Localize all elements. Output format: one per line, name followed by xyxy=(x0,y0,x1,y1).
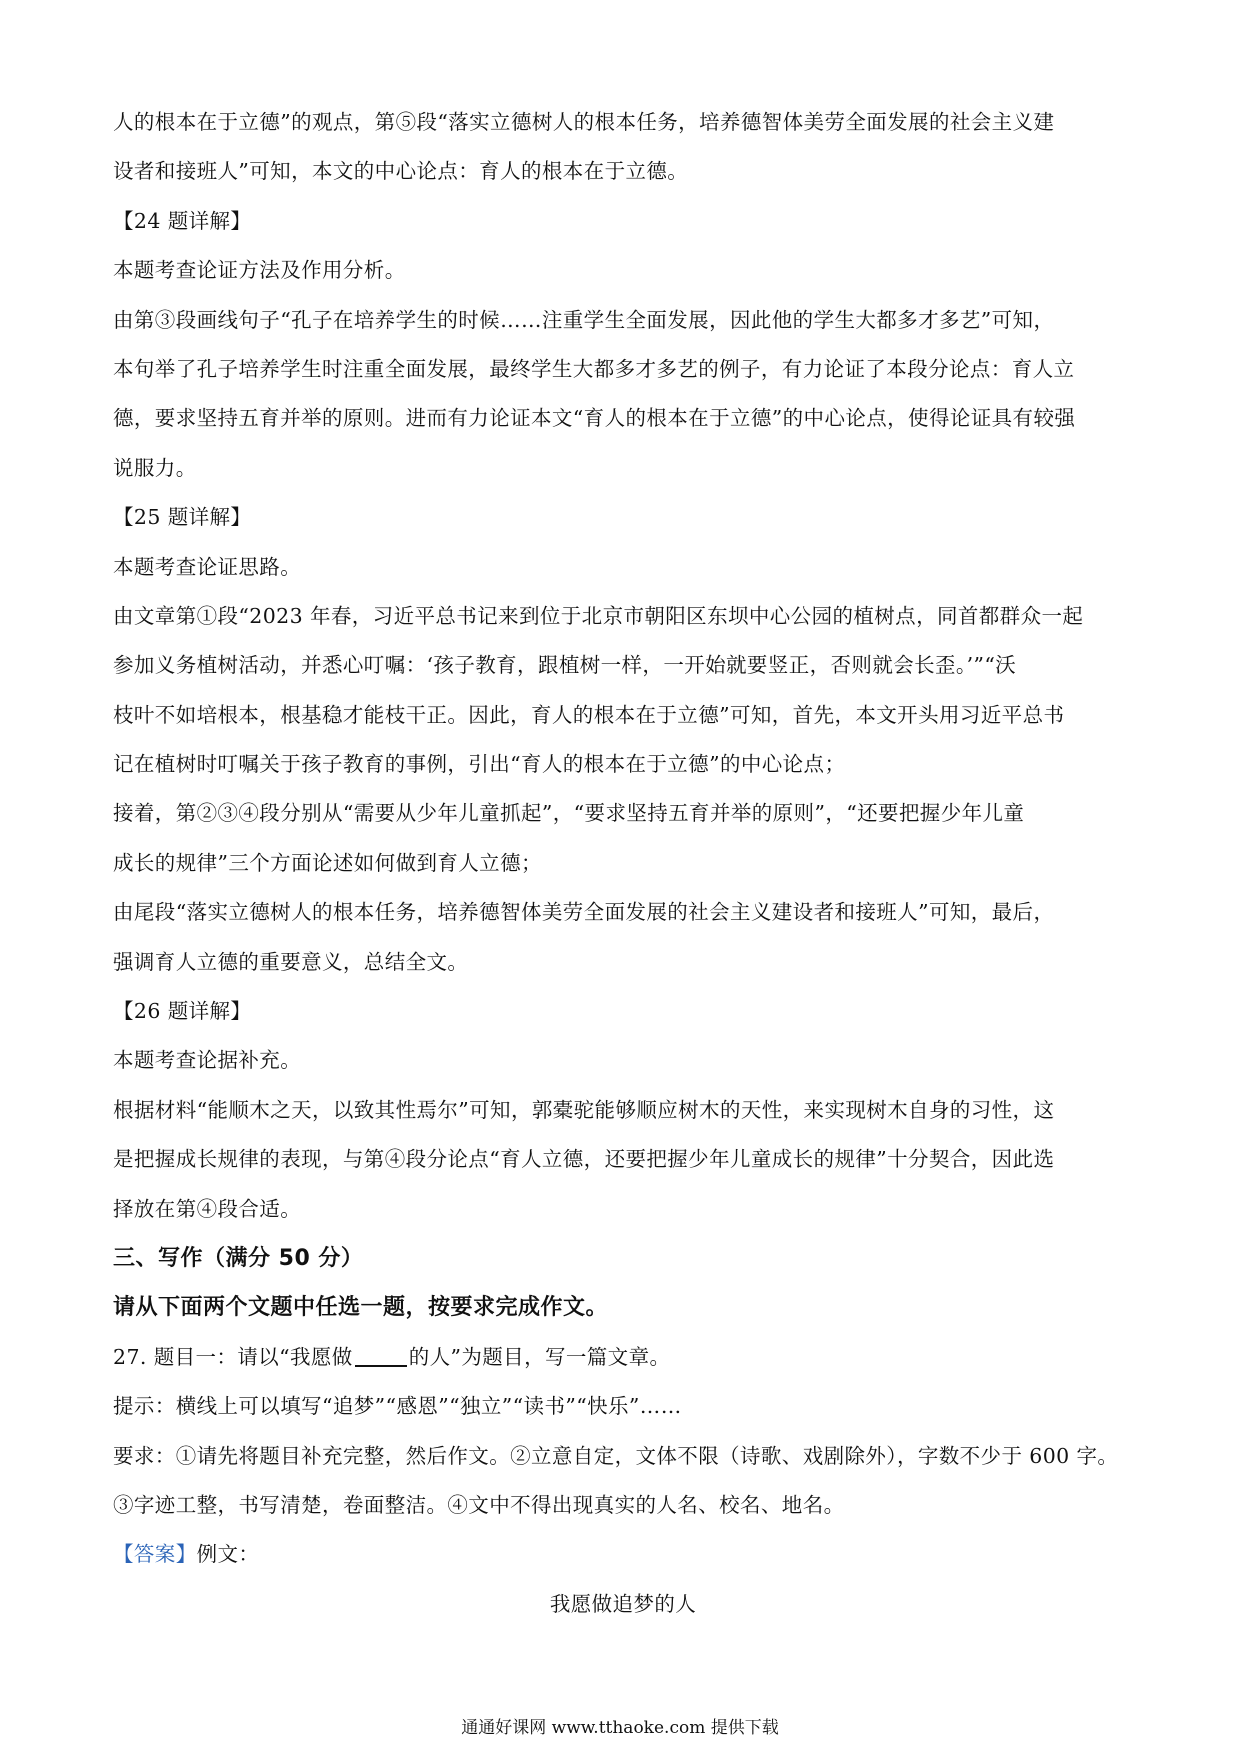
answer-line xyxy=(113,1530,1133,1579)
paragraph-line: 参加义务植树活动，并悉心叮嘱：‘孩子教育，跟植树一样，一开始就要竖正，否则就会长歪。’”“沃 xyxy=(113,653,1017,678)
requirement-line: ③字迹工整，书写清楚，卷面整洁。④文中不得出现真实的人名、校名、地名。 xyxy=(113,1492,845,1517)
paragraph-line: 记在植树时叮嘱关于孩子教育的事例，引出“育人的根本在于立德”的中心论点； xyxy=(113,752,846,777)
answer-text: 例文： xyxy=(196,1542,260,1567)
paragraph-line: 成长的规律”三个方面论述如何做到育人立德； xyxy=(113,850,542,875)
paragraph-line: 接着，第②③④段分别从“需要从少年儿童抓起”，“要求坚持五育并举的原则”，“还要把握少年儿童 xyxy=(113,801,1025,826)
section-3-heading: 三、写作（满分 50 分） xyxy=(113,1245,364,1271)
document-body xyxy=(113,98,1133,1629)
paragraph-line: 由尾段“落实立德树人的根本任务，培养德智体美劳全面发展的社会主义建设者和接班人”可知，最后， xyxy=(113,900,1055,925)
essay-title: 我愿做追梦的人 xyxy=(549,1591,697,1616)
question-25-heading: 【25 题详解】 xyxy=(113,505,252,530)
paragraph-line: 是把握成长规律的表现，与第④段分论点“育人立德，还要把握少年儿童成长的规律”十分契合，因此选 xyxy=(113,1147,1055,1172)
question-27-prefix: 27. 题目一：请以“我愿做 xyxy=(113,1344,353,1369)
paragraph-line: 择放在第④段合适。 xyxy=(113,1196,302,1221)
paragraph-line: 枝叶不如培根本，根基稳才能枝干正。因此，育人的根本在于立德”可知，首先，本文开头用习近平总书 xyxy=(113,702,1065,727)
paragraph-line: 本句举了孔子培养学生时注重全面发展，最终学生大都多才多艺的例子，有力论证了本段分论点：育人立 xyxy=(113,356,1075,381)
hint-line: 提示：横线上可以填写“追梦”“感恩”“独立”“读书”“快乐”…… xyxy=(113,1394,682,1419)
paragraph-line: 由文章第①段“2023 年春，习近平总书记来到位于北京市朝阳区东坝中心公园的植树点，同首都群众一起 xyxy=(113,603,1084,628)
question-26-heading: 【26 题详解】 xyxy=(113,999,252,1024)
writing-instruction: 请从下面两个文题中任选一题，按要求完成作文。 xyxy=(113,1295,609,1321)
question-27 xyxy=(113,1333,1133,1382)
fill-in-blank xyxy=(355,1347,407,1367)
answer-tag: 【答案】 xyxy=(113,1542,197,1567)
paragraph-line: 设者和接班人”可知，本文的中心论点：育人的根本在于立德。 xyxy=(113,159,689,184)
paragraph-line: 本题考查论据补充。 xyxy=(113,1048,302,1073)
paragraph-line: 强调育人立德的重要意义，总结全文。 xyxy=(113,949,469,974)
paragraph-line: 人的根本在于立德”的观点，第⑤段“落实立德树人的根本任务，培养德智体美劳全面发展的社会主义建 xyxy=(113,110,1055,134)
paragraph-line: 根据材料“能顺木之天，以致其性焉尔”可知，郭橐驼能够顺应树木的天性，来实现树木自身的习性，这 xyxy=(113,1097,1055,1122)
paragraph-line: 德，要求坚持五育并举的原则。进而有力论证本文“育人的根本在于立德”的中心论点，使得论证具有较强 xyxy=(113,406,1076,431)
question-24-heading: 【24 题详解】 xyxy=(113,208,252,233)
paragraph-line: 说服力。 xyxy=(113,455,197,480)
paragraph-line: 由第③段画线句子“孔子在培养学生的时候……注重学生全面发展，因此他的学生大都多才多艺”可知， xyxy=(113,307,1055,332)
paragraph-line: 本题考查论证思路。 xyxy=(113,554,302,579)
requirement-line: 要求：①请先将题目补充完整，然后作文。②立意自定，文体不限（诗歌、戏剧除外），字数不少于 600 字。 xyxy=(113,1443,1119,1468)
page-footer: 通通好课网 www.tthaoke.com 提供下载 xyxy=(461,1718,779,1738)
question-27-suffix: 的人”为题目，写一篇文章。 xyxy=(408,1344,671,1369)
paragraph-line: 本题考查论证方法及作用分析。 xyxy=(113,258,406,283)
